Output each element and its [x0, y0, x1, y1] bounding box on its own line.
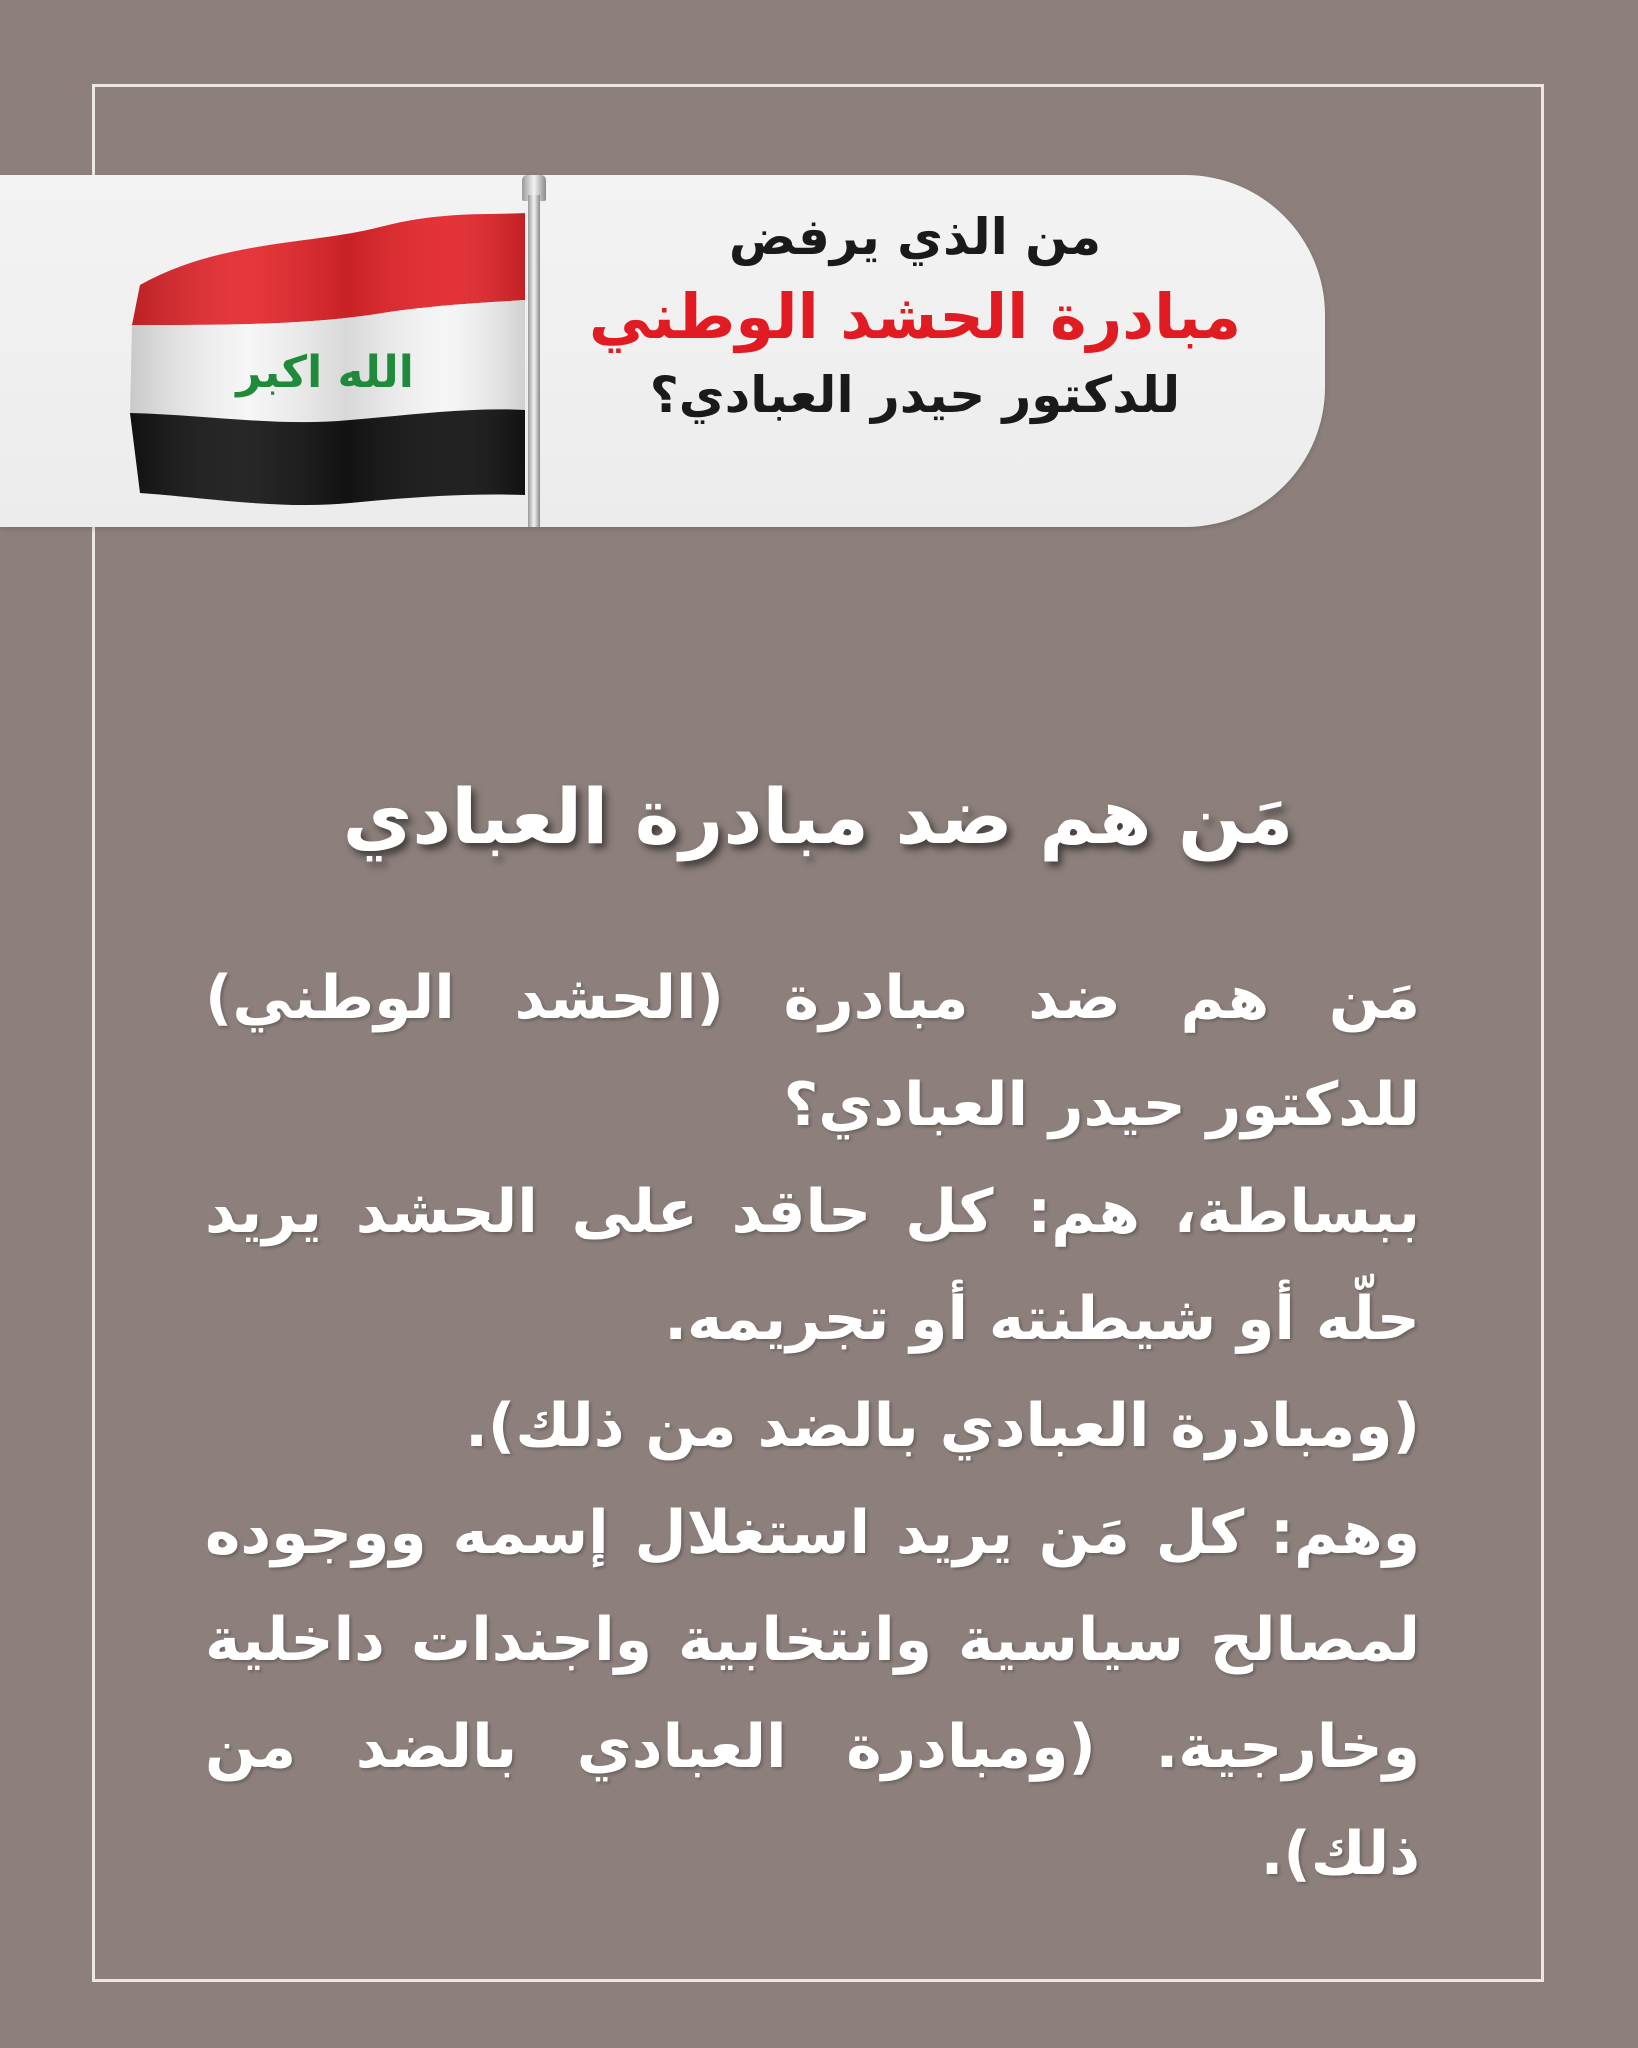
- iraqi-flag-icon: [110, 175, 570, 527]
- banner-line-1: من الذي يرفض: [728, 208, 1102, 266]
- flagpole: [528, 195, 540, 527]
- article-title: مَن هم ضد مبادرة العبادي: [342, 772, 1294, 861]
- banner-headline: [555, 205, 1275, 428]
- flag-graphic: [110, 175, 570, 527]
- article-body: [205, 945, 1420, 1908]
- header-banner: [0, 175, 1325, 527]
- article-paragraph: ببساطة، هم: كل حاقد على الحشد يريد حلّه أو شيطنته أو تجريمه.: [205, 1177, 1420, 1354]
- article-paragraph: وهم: كل مَن يريد استغلال إسمه ووجوده لمصالح سياسية وانتخابية واجندات داخلية وخارجية. (ومبادرة العبادي بالضد من ذلك).: [205, 1498, 1420, 1889]
- article-paragraph: مَن هم ضد مبادرة (الحشد الوطني) للدكتور حيدر العبادي؟: [205, 963, 1420, 1140]
- article-paragraph: (ومبادرة العبادي بالضد من ذلك).: [465, 1391, 1420, 1461]
- flag-inscription: الله اكبر: [236, 347, 414, 398]
- banner-line-3: للدكتور حيدر العبادي؟: [649, 366, 1181, 424]
- banner-line-2-highlight: مبادرة الحشد الوطني: [588, 280, 1242, 353]
